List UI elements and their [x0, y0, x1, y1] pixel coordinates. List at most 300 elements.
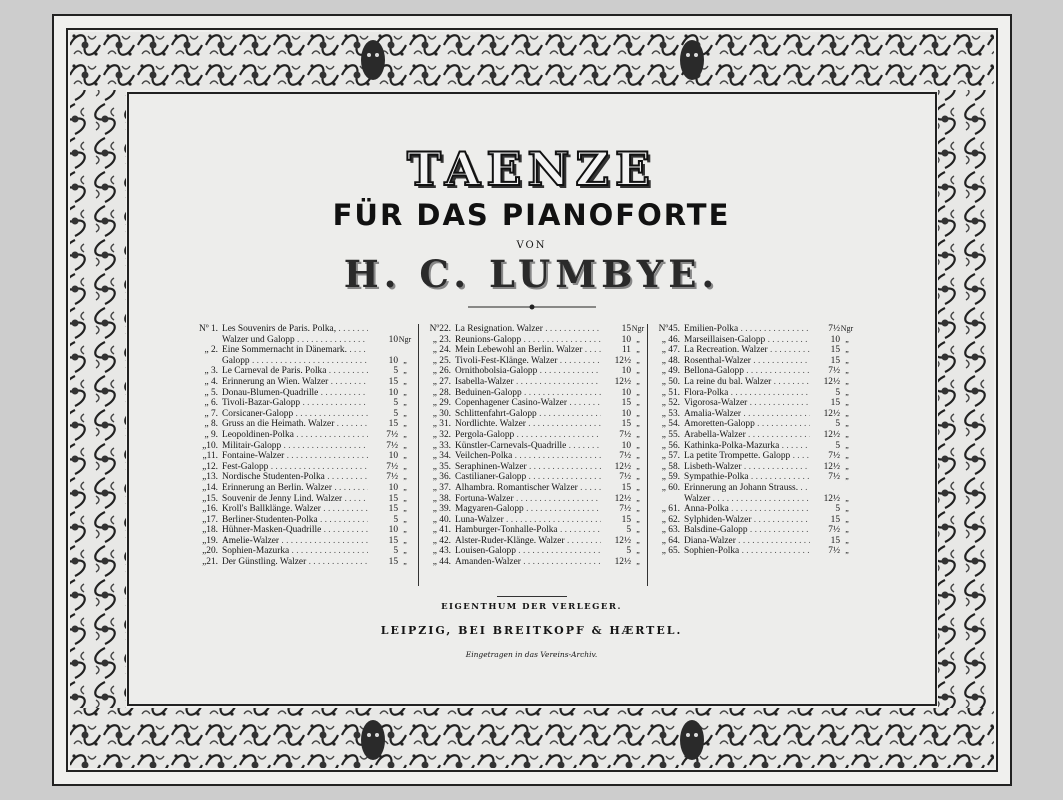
work-price: 12½	[614, 355, 631, 366]
work-price: 15	[830, 398, 840, 409]
work-price: 7½	[828, 324, 840, 334]
work-number: „ 43.	[432, 546, 451, 557]
work-number: „ 24.	[432, 345, 451, 356]
work-title: Balsdine-Galopp . . .	[684, 525, 810, 536]
work-entry	[192, 335, 412, 346]
work-entry	[654, 366, 854, 377]
work-title: Walzer und Galopp . . .	[222, 335, 368, 346]
work-price: 15	[830, 345, 840, 356]
work-entry	[425, 504, 645, 515]
work-price: 10	[388, 387, 398, 398]
work-title: Magyaren-Galopp . . .	[455, 504, 601, 515]
work-price: 15	[388, 376, 398, 387]
work-entry	[425, 525, 645, 536]
work-number: „ 57.	[661, 451, 680, 462]
work-entry	[192, 388, 412, 399]
work-price: 7½	[619, 504, 631, 515]
work-price: 12½	[614, 461, 631, 472]
work-entry	[425, 366, 645, 377]
work-title: Amelie-Walzer . . .	[222, 536, 368, 547]
work-entry	[192, 451, 412, 462]
work-title: Le Carneval de Paris. Polka . . .	[222, 366, 368, 377]
work-entry	[654, 335, 854, 346]
work-price: 15	[830, 514, 840, 525]
price-unit: „	[403, 461, 407, 471]
price-unit: „	[636, 493, 640, 503]
work-title: Veilchen-Polka . . .	[455, 451, 601, 462]
work-title: Amanden-Walzer . . .	[455, 557, 601, 568]
work-price: 12½	[823, 461, 840, 472]
work-price: 15	[830, 535, 840, 546]
work-price: 12½	[614, 493, 631, 504]
work-number: „ 2.	[204, 345, 218, 356]
work-price: 12½	[823, 408, 840, 419]
price-unit: „	[845, 451, 849, 461]
works-column-2	[425, 324, 645, 568]
work-number: „17.	[202, 514, 218, 525]
work-price: 5	[393, 546, 398, 557]
work-entry	[425, 356, 645, 367]
price-unit: „	[636, 408, 640, 418]
column-divider	[418, 324, 419, 586]
work-number: „ 6.	[204, 398, 218, 409]
work-title: Berliner-Studenten-Polka . . .	[222, 515, 368, 526]
price-unit: „	[845, 376, 849, 386]
price-unit: Ngr	[631, 324, 645, 333]
work-price: 5	[835, 387, 840, 398]
work-number: „ 33.	[432, 440, 451, 451]
work-entry	[654, 546, 854, 557]
work-number: „ 38.	[432, 493, 451, 504]
price-unit: „	[636, 387, 640, 397]
work-title: Gruss an die Heimath. Walzer . . .	[222, 419, 368, 430]
work-entry	[654, 451, 854, 462]
work-number: „ 34.	[432, 451, 451, 462]
work-price: 7½	[386, 429, 398, 440]
work-number: „ 36.	[432, 472, 451, 483]
price-unit: „	[845, 472, 849, 482]
work-entry	[654, 536, 854, 547]
work-price: 7½	[619, 429, 631, 440]
work-entry	[425, 430, 645, 441]
work-number: „ 39.	[432, 504, 451, 515]
work-entry	[425, 335, 645, 346]
work-price: 10	[621, 387, 631, 398]
price-unit: „	[636, 451, 640, 461]
work-entry	[654, 504, 854, 515]
work-number: „10.	[202, 440, 218, 451]
work-entry	[654, 345, 854, 356]
work-title: Fortuna-Walzer . . .	[455, 494, 601, 505]
work-number: Nº45.	[658, 324, 680, 334]
work-title: Diana-Walzer . . .	[684, 536, 810, 547]
price-unit: „	[636, 535, 640, 545]
price-unit: „	[403, 376, 407, 386]
work-entry	[654, 388, 854, 399]
work-number: „ 44.	[432, 557, 451, 568]
work-title: Tivoli-Fest-Klänge. Walzer . . .	[455, 356, 601, 367]
work-price: 7½	[386, 440, 398, 451]
price-unit: „	[845, 398, 849, 408]
work-number: „ 40.	[432, 514, 451, 525]
work-number: „ 60.	[661, 482, 680, 493]
work-title: Nordische Studenten-Polka . . .	[222, 472, 368, 483]
work-title: Marseillaisen-Galopp . . .	[684, 335, 810, 346]
work-title: Hamburger-Tonhalle-Polka . . .	[455, 525, 601, 536]
work-title: Kathinka-Polka-Mazurka . . .	[684, 441, 810, 452]
work-number: „ 5.	[204, 387, 218, 398]
work-title: Isabella-Walzer . . .	[455, 377, 601, 388]
work-title: Erinnerung an Wien. Walzer . . .	[222, 377, 368, 388]
work-entry	[425, 494, 645, 505]
work-number: „ 53.	[661, 408, 680, 419]
column-divider	[647, 324, 648, 586]
work-number: „ 9.	[204, 429, 218, 440]
work-title: Künstler-Carnevals-Quadrille . . .	[455, 441, 601, 452]
work-number: „ 55.	[661, 429, 680, 440]
work-number: „ 59.	[661, 472, 680, 483]
publisher-line: LEIPZIG, BEI BREITKOPF & HÆRTEL.	[380, 624, 683, 637]
work-number: „ 56.	[661, 440, 680, 451]
work-entry	[192, 441, 412, 452]
work-title: Sophien-Polka . . .	[684, 546, 810, 557]
footer-rule	[497, 596, 567, 597]
price-unit: „	[636, 355, 640, 365]
work-entry	[654, 483, 854, 494]
work-price: 15	[388, 419, 398, 430]
work-title: Walzer . . .	[684, 494, 810, 505]
price-unit: „	[845, 440, 849, 450]
work-number: „19.	[202, 535, 218, 546]
work-price: 15	[388, 504, 398, 515]
work-entry	[425, 409, 645, 420]
work-entry	[192, 525, 412, 536]
work-title: La petite Trompette. Galopp . . .	[684, 451, 810, 462]
work-entry	[192, 356, 412, 367]
work-number: „ 65.	[661, 546, 680, 557]
price-unit: „	[403, 472, 407, 482]
work-number: „ 30.	[432, 408, 451, 419]
work-entry	[192, 419, 412, 430]
title-composer: H. C. LUMBYE.	[343, 252, 720, 296]
work-title: Anna-Polka . . .	[684, 504, 810, 515]
work-entry	[192, 546, 412, 557]
work-entry	[192, 430, 412, 441]
price-unit: „	[403, 387, 407, 397]
work-number: „ 41.	[432, 525, 451, 536]
work-number: „ 35.	[432, 461, 451, 472]
work-number: „18.	[202, 525, 218, 536]
work-title: Pergola-Galopp . . .	[455, 430, 601, 441]
title-fuer-das-pianoforte: FÜR DAS PIANOFORTE	[332, 198, 731, 232]
price-unit: „	[403, 557, 407, 567]
work-title: Erinnerung an Johann Strauss. . . .	[684, 483, 810, 494]
price-unit: „	[403, 546, 407, 556]
work-entry	[654, 494, 854, 505]
work-price: 7½	[386, 461, 398, 472]
work-entry	[425, 377, 645, 388]
price-unit: „	[636, 514, 640, 524]
work-entry	[192, 377, 412, 388]
work-number: Nº22.	[429, 324, 451, 334]
work-price: 10	[621, 408, 631, 419]
work-entry	[425, 472, 645, 483]
work-number: „ 26.	[432, 366, 451, 377]
work-title: Eine Sommernacht in Dänemark. . . .	[222, 345, 368, 356]
work-price: 12½	[823, 429, 840, 440]
work-number: „ 47.	[661, 345, 680, 356]
title-divider	[468, 304, 596, 310]
work-entry	[425, 441, 645, 452]
price-unit: „	[845, 355, 849, 365]
price-unit: „	[845, 546, 849, 556]
work-title: Galopp . . .	[222, 356, 368, 367]
work-price: 10	[388, 482, 398, 493]
work-entry	[192, 536, 412, 547]
work-number: „ 64.	[661, 535, 680, 546]
price-unit: „	[845, 535, 849, 545]
work-title: La Resignation. Walzer . . .	[455, 324, 601, 335]
work-price: 10	[388, 451, 398, 462]
work-price: 12½	[614, 535, 631, 546]
work-price: 7½	[619, 451, 631, 462]
work-price: 10	[388, 355, 398, 366]
work-number: „16.	[202, 504, 218, 515]
work-entry	[192, 398, 412, 409]
work-title: La Recreation. Walzer . . .	[684, 345, 810, 356]
price-unit: „	[636, 472, 640, 482]
price-unit: „	[403, 429, 407, 439]
work-price: 7½	[619, 472, 631, 483]
work-price: 15	[388, 535, 398, 546]
work-price: 10	[388, 525, 398, 536]
price-unit: „	[403, 535, 407, 545]
price-unit: „	[636, 557, 640, 567]
work-entry	[192, 557, 412, 568]
work-entry	[192, 366, 412, 377]
work-title: Arabella-Walzer . . .	[684, 430, 810, 441]
work-title: Reunions-Galopp . . .	[455, 335, 601, 346]
work-title: Alhambra. Romantischer Walzer . . .	[455, 483, 601, 494]
work-entry	[192, 483, 412, 494]
work-price: 5	[626, 525, 631, 536]
works-column-1	[192, 324, 412, 568]
price-unit: „	[636, 546, 640, 556]
work-price: 7½	[828, 366, 840, 377]
price-unit: „	[636, 461, 640, 471]
work-number: „ 54.	[661, 419, 680, 430]
work-number: „ 32.	[432, 429, 451, 440]
work-entry	[654, 398, 854, 409]
work-price: 15	[621, 514, 631, 525]
work-number: „ 4.	[204, 376, 218, 387]
work-title: La reine du bal. Walzer . . .	[684, 377, 810, 388]
work-price: 7½	[828, 451, 840, 462]
work-entry	[425, 345, 645, 356]
work-title: Bellona-Galopp . . .	[684, 366, 810, 377]
work-price: 5	[835, 419, 840, 430]
work-title: Sympathie-Polka . . .	[684, 472, 810, 483]
work-entry	[425, 557, 645, 568]
work-title: Luna-Walzer . . .	[455, 515, 601, 526]
work-price: 11	[621, 345, 631, 356]
work-entry	[192, 494, 412, 505]
work-number: „ 63.	[661, 525, 680, 536]
property-notice: EIGENTHUM DER VERLEGER.	[441, 602, 622, 612]
price-unit: „	[845, 493, 849, 503]
work-number: „ 31.	[432, 419, 451, 430]
work-entry	[654, 441, 854, 452]
price-unit: Ngr	[398, 334, 412, 344]
work-title: Emilien-Polka . . .	[684, 324, 810, 335]
work-number: „ 50.	[661, 376, 680, 387]
work-price: 7½	[828, 546, 840, 557]
work-number: „ 29.	[432, 398, 451, 409]
work-number: „ 37.	[432, 482, 451, 493]
work-title: Louisen-Galopp . . .	[455, 546, 601, 557]
price-unit: „	[845, 504, 849, 514]
title-von: VON	[516, 240, 547, 251]
work-price: 12½	[823, 376, 840, 387]
work-price: 10	[388, 334, 398, 345]
work-title: Castilianer-Galopp . . .	[455, 472, 601, 483]
price-unit: „	[636, 345, 640, 355]
work-entry	[654, 419, 854, 430]
work-title: Sylphiden-Walzer . . .	[684, 515, 810, 526]
price-unit: „	[403, 398, 407, 408]
work-title: Lisbeth-Walzer . . .	[684, 462, 810, 473]
work-title: Militair-Galopp . . .	[222, 441, 368, 452]
work-number: „ 8.	[204, 419, 218, 430]
price-unit: „	[845, 429, 849, 439]
work-number: „ 7.	[204, 408, 218, 419]
work-entry	[425, 483, 645, 494]
work-title: Mein Lebewohl an Berlin. Walzer . . .	[455, 345, 601, 356]
work-price: 7½	[828, 472, 840, 483]
work-title: Vigorosa-Walzer . . .	[684, 398, 810, 409]
work-number: „12.	[202, 461, 218, 472]
price-unit: „	[636, 398, 640, 408]
work-title: Hühner-Masken-Quadrille . . .	[222, 525, 368, 536]
work-title: Les Souvenirs de Paris. Polka, . . .	[222, 324, 368, 335]
work-number: „20.	[202, 546, 218, 557]
work-title: Fontaine-Walzer . . .	[222, 451, 368, 462]
work-title: Der Günstling. Walzer . . .	[222, 557, 368, 568]
work-number: „ 42.	[432, 535, 451, 546]
works-column-3	[654, 324, 854, 557]
work-price: 15	[621, 324, 631, 334]
work-entry	[654, 377, 854, 388]
work-title: Seraphinen-Walzer . . .	[455, 462, 601, 473]
price-unit: „	[403, 366, 407, 376]
work-price: 15	[388, 557, 398, 568]
work-entry	[654, 324, 854, 335]
price-unit: Ngr	[840, 324, 854, 333]
work-title: Alster-Ruder-Klänge. Walzer . . .	[455, 536, 601, 547]
work-title: Erinnerung an Berlin. Walzer . . .	[222, 483, 368, 494]
work-price: 15	[830, 355, 840, 366]
work-entry	[192, 324, 412, 335]
work-number: „ 62.	[661, 514, 680, 525]
work-entry	[654, 515, 854, 526]
work-number: „21.	[202, 557, 218, 568]
work-entry	[425, 419, 645, 430]
price-unit: „	[636, 440, 640, 450]
work-number: „ 23.	[432, 334, 451, 345]
price-unit: „	[636, 334, 640, 344]
work-number: „ 3.	[204, 366, 218, 377]
work-price: 15	[621, 398, 631, 409]
work-title: Amoretten-Galopp . . .	[684, 419, 810, 430]
price-unit: „	[636, 525, 640, 535]
work-title: Souvenir de Jenny Lind. Walzer . . .	[222, 494, 368, 505]
work-number: „ 48.	[661, 355, 680, 366]
work-price: 10	[830, 334, 840, 345]
price-unit: „	[845, 408, 849, 418]
work-entry	[425, 398, 645, 409]
work-price: 10	[621, 440, 631, 451]
work-price: 10	[621, 334, 631, 345]
price-unit: „	[845, 334, 849, 344]
price-unit: „	[636, 419, 640, 429]
work-entry	[425, 515, 645, 526]
work-title: Sophien-Mazurka . . .	[222, 546, 368, 557]
work-price: 15	[388, 493, 398, 504]
work-entry	[425, 546, 645, 557]
work-title: Schlittenfahrt-Galopp . . .	[455, 409, 601, 420]
work-entry	[425, 388, 645, 399]
work-title: Nordlichte. Walzer . . .	[455, 419, 601, 430]
work-price: 5	[393, 398, 398, 409]
work-number: Nº 1.	[198, 324, 218, 334]
work-title: Leopoldinen-Polka . . .	[222, 430, 368, 441]
work-entry	[654, 472, 854, 483]
price-unit: „	[403, 419, 407, 429]
title-taenze: TAENZE	[406, 142, 657, 196]
price-unit: „	[403, 493, 407, 503]
work-entry	[654, 430, 854, 441]
work-title: Donau-Blumen-Quadrille . . .	[222, 388, 368, 399]
work-title: Beduinen-Galopp . . .	[455, 388, 601, 399]
work-entry	[192, 504, 412, 515]
price-unit: „	[636, 366, 640, 376]
work-number: „14.	[202, 482, 218, 493]
work-title: Flora-Polka . . .	[684, 388, 810, 399]
work-entry	[192, 515, 412, 526]
work-entry	[654, 525, 854, 536]
price-unit: „	[636, 482, 640, 492]
work-number: „ 46.	[661, 334, 680, 345]
price-unit: „	[636, 504, 640, 514]
work-number: „13.	[202, 472, 218, 483]
work-price: 15	[621, 482, 631, 493]
price-unit: „	[845, 514, 849, 524]
work-price: 5	[835, 440, 840, 451]
price-unit: „	[403, 482, 407, 492]
price-unit: „	[403, 440, 407, 450]
price-unit: „	[845, 419, 849, 429]
work-entry	[425, 324, 645, 335]
price-unit: „	[403, 355, 407, 365]
work-title: Fest-Galopp . . .	[222, 462, 368, 473]
work-title: Ornithobolsia-Galopp . . .	[455, 366, 601, 377]
work-price: 7½	[828, 525, 840, 536]
registration-note: Eingetragen in das Vereins-Archiv.	[465, 650, 598, 659]
price-unit: „	[403, 525, 407, 535]
work-title: Tivoli-Bazar-Galopp . . .	[222, 398, 368, 409]
work-price: 5	[393, 408, 398, 419]
work-price: 5	[393, 514, 398, 525]
